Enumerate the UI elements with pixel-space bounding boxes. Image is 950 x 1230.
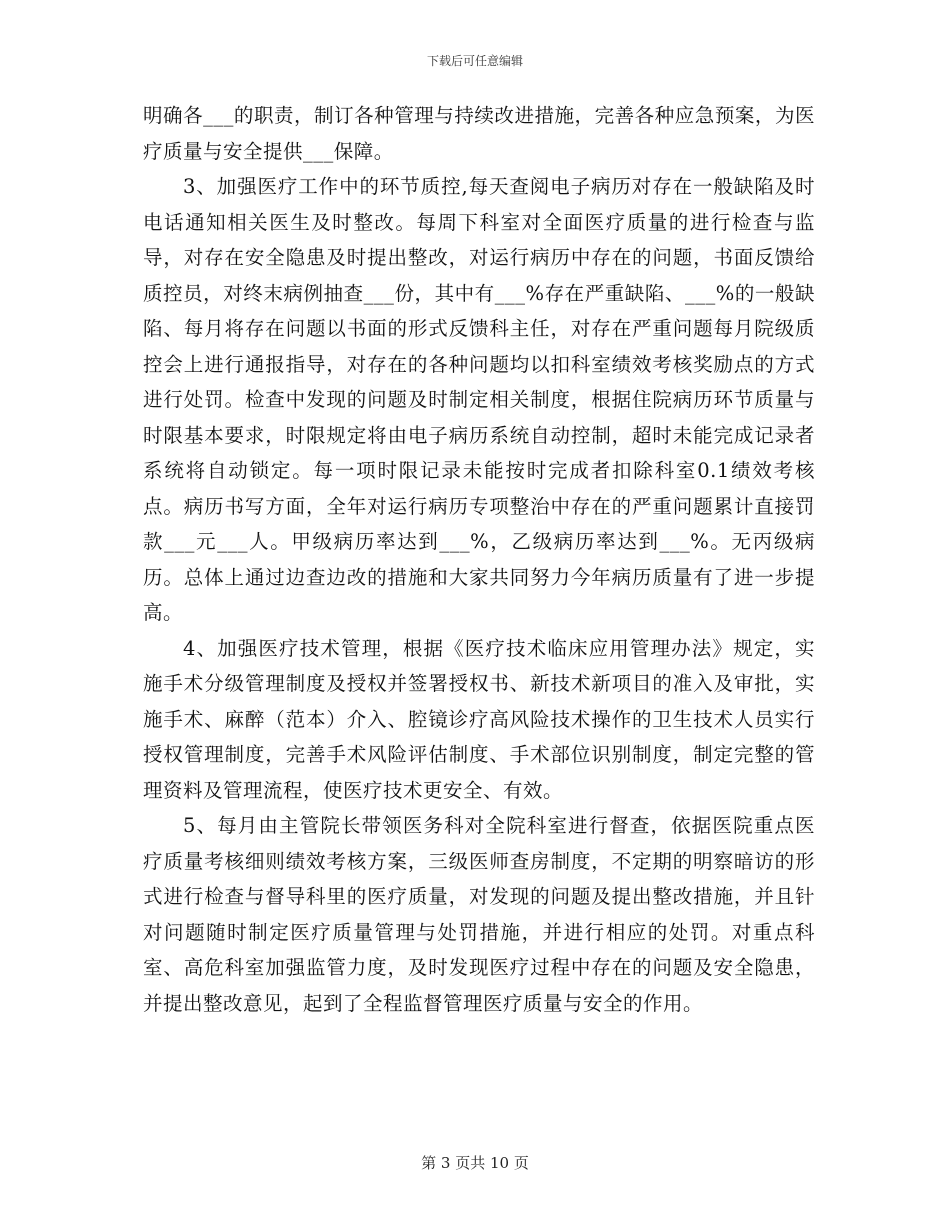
paragraph-3: 4、加强医疗技术管理，根据《医疗技术临床应用管理办法》规定，实施手术分级管理制度及授权并签署授权书、新技术新项目的准入及审批，实施手术、麻醉（范本）介入、腔镜诊疗高风险技术操作的卫生技术人员实行授权管理制度，完善手术风险评估制度、手术部位识别制度，制定完整的管理资料及管理流程，使医疗技术更安全、有效。 — [143, 636, 815, 802]
document-body — [143, 98, 815, 1021]
page-header: 下载后可任意编辑 — [426, 54, 523, 68]
paragraph-2: 3、加强医疗工作中的环节质控,每天查阅电子病历对存在一般缺陷及时电话通知相关医生及时整改。每周下科室对全面医疗质量的进行检查与监导，对存在安全隐患及时提出整改，对运行病历中存在的问题，书面反馈给质控员，对终末病例抽查___份，其中有___%存在严重缺陷、___%的一般缺陷、每月将存在问题以书面的形式反馈科主任，对存在严重问题每月院级质控会上进行通报指导，对存在的各种问题均以扣科室绩效考核奖励点的方式进行处罚。检查中发现的问题及时制定相关制度，根据住院病历环节质量与时限基本要求，时限规定将由电子病历系统自动控制，超时未能完成记录者系统将自动锁定。每一项时限记录未能按时完成者扣除科室0.1绩效考核点。病历书写方面，全年对运行病历专项整治中存在的严重问题累计直接罚款___元___人。甲级病历率达到___%，乙级病历率达到___%。无丙级病历。总体上通过边查边改的措施和大家共同努力今年病历质量有了进一步提高。 — [143, 175, 815, 624]
paragraph-1: 明确各___的职责，制订各种管理与持续改进措施，完善各种应急预案，为医疗质量与安全提供___保障。 — [143, 104, 815, 163]
page-footer: 第 3 页共 10 页 — [421, 1154, 529, 1172]
paragraph-4: 5、每月由主管院长带领医务科对全院科室进行督查，依据医院重点医疗质量考核细则绩效考核方案，三级医师查房制度，不定期的明察暗访的形式进行检查与督导科里的医疗质量，对发现的问题及提出整改措施，并且针对问题随时制定医疗质量管理与处罚措施，并进行相应的处罚。对重点科室、高危科室加强监管力度，及时发现医疗过程中存在的问题及安全隐患，并提出整改意见，起到了全程监督管理医疗质量与安全的作用。 — [143, 814, 815, 1015]
